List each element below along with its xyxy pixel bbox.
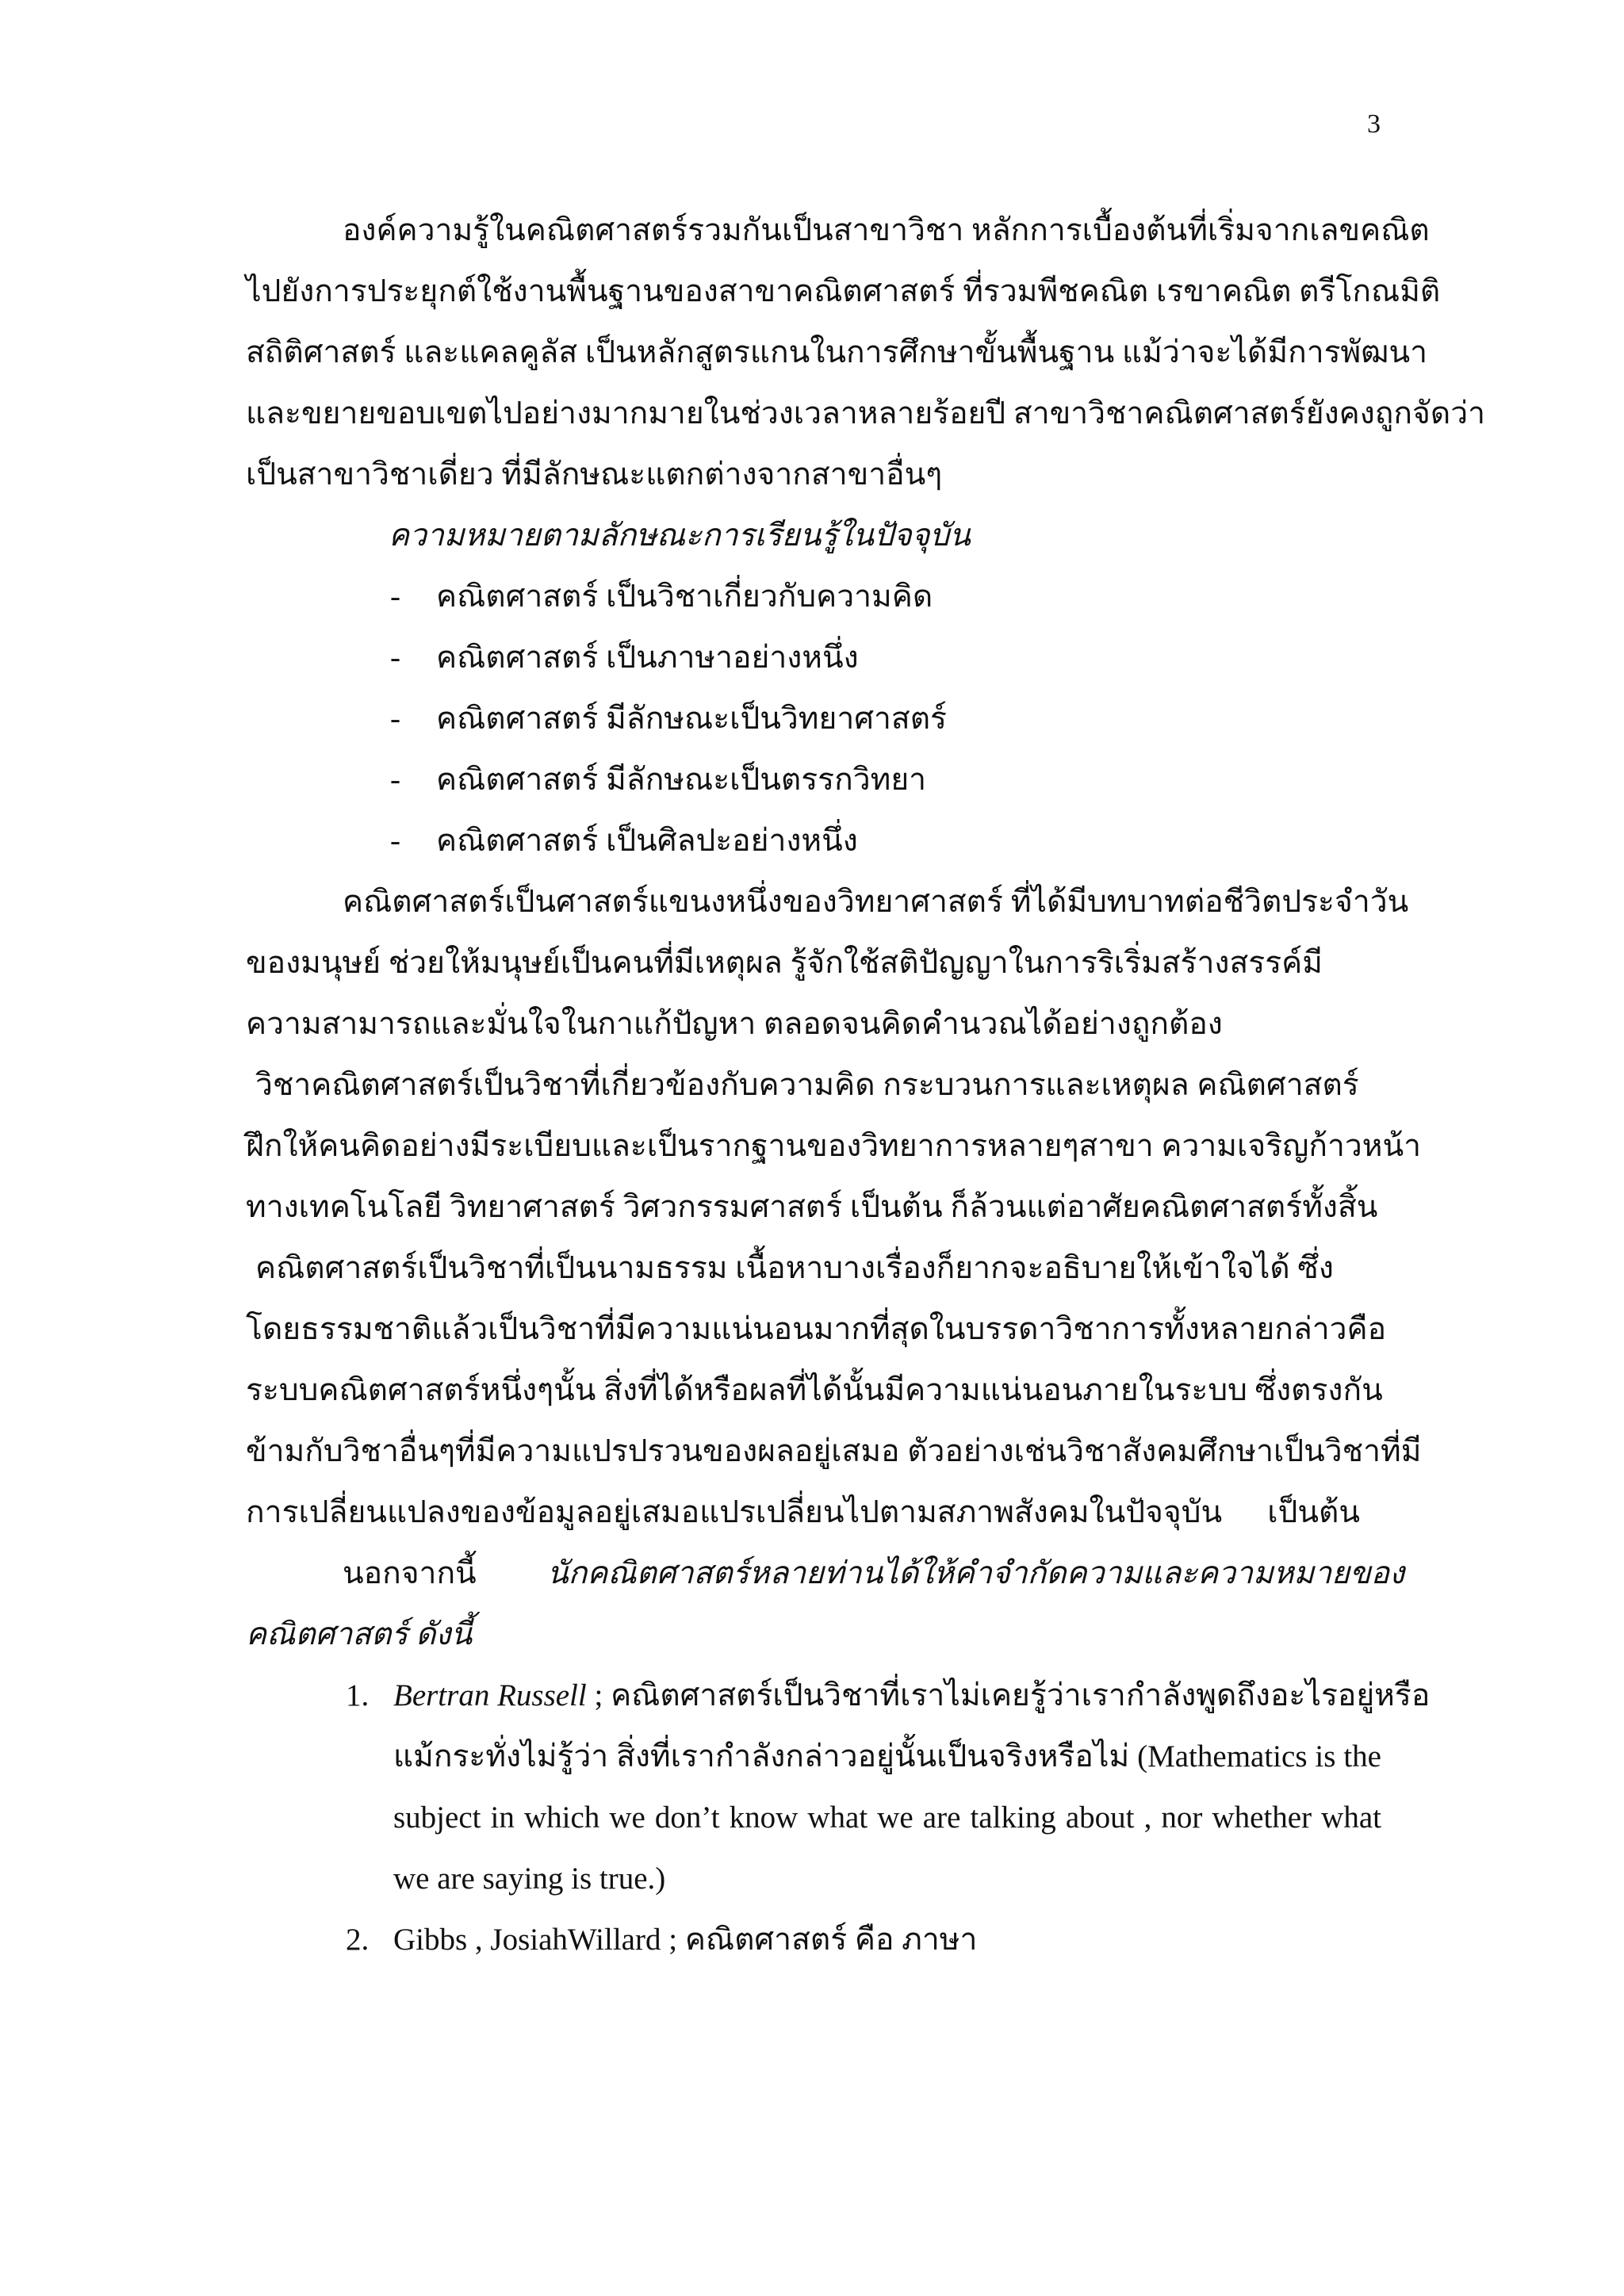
para2-line-3: ความสามารถและมั่นใจในกาแก้ปัญหา ตลอดจนคิดคำนวณได้อย่างถูกต้อง	[246, 1007, 1223, 1041]
intro-line-3: สถิติศาสตร์ และแคลคูลัส เป็นหลักสูตรแกนในการศึกษาขั้นพื้นฐาน แม้ว่าจะได้มีการพัฒนา	[246, 335, 1428, 369]
bullet-item	[390, 820, 858, 863]
bullet-item	[390, 637, 859, 679]
bullet-item	[390, 576, 933, 618]
definition-number: 2.	[346, 1923, 370, 1957]
intro-line-1: องค์ความรู้ในคณิตศาสตร์รวมกันเป็นสาขาวิชา หลักการเบื้องต้นที่เริ่มจากเลขคณิต	[343, 213, 1430, 247]
definition-1-line-1	[393, 1674, 1431, 1717]
definition-1-line-2: แม้กระทั่งไม่รู้ว่า สิ่งที่เรากำลังกล่าวอยู่นั้นเป็นจริงหรือไม่ (Mathematics is the	[393, 1739, 1381, 1774]
definition-2-line-1: Gibbs , JosiahWillard ; คณิตศาสตร์ คือ ภาษา	[393, 1923, 978, 1957]
bullet-text: คณิตศาสตร์ มีลักษณะเป็นตรรกวิทยา	[436, 763, 927, 797]
definition-1-line-4: we are saying is true.)	[393, 1862, 666, 1896]
meaning-heading: ความหมายตามลักษณะการเรียนรู้ในปัจจุบัน	[389, 519, 971, 553]
bullet-text: คณิตศาสตร์ มีลักษณะเป็นวิทยาศาสตร์	[436, 702, 947, 736]
definition-text: ; คณิตศาสตร์เป็นวิชาที่เราไม่เคยรู้ว่าเรากำลังพูดถึงอะไรอยู่หรือ	[586, 1678, 1431, 1712]
para5-italic-text: นักคณิตศาสตร์หลายท่านได้ให้คำจำกัดความและความหมายของ	[547, 1556, 1405, 1590]
bullet-text: คณิตศาสตร์ เป็นภาษาอย่างหนึ่ง	[436, 641, 859, 675]
definition-number: 1.	[346, 1678, 370, 1712]
para3-line-3: ทางเทคโนโลยี วิทยาศาสตร์ วิศวกรรมศาสตร์ เป็นต้น ก็ล้วนแต่อาศัยคณิตศาสตร์ทั้งสิ้น	[246, 1190, 1378, 1224]
para4-line-5: การเปลี่ยนแปลงของข้อมูลอยู่เสมอแปรเปลี่ยนไปตามสภาพสังคมในปัจจุบัน เป็นต้น	[246, 1495, 1360, 1529]
bullet-dash: -	[390, 702, 400, 736]
bullet-dash: -	[390, 580, 400, 614]
para2-line-1: คณิตศาสตร์เป็นศาสตร์แขนงหนึ่งของวิทยาศาสตร์ ที่ได้มีบทบาทต่อชีวิตประจำวัน	[343, 885, 1409, 919]
intro-line-4: และขยายขอบเขตไปอย่างมากมายในช่วงเวลาหลายร้อยปี สาขาวิชาคณิตศาสตร์ยังคงถูกจัดว่า	[246, 396, 1485, 430]
intro-line-2: ไปยังการประยุกต์ใช้งานพื้นฐานของสาขาคณิตศาสตร์ ที่รวมพีชคณิต เรขาคณิต ตรีโกณมิติ	[246, 274, 1441, 308]
bullet-text: คณิตศาสตร์ เป็นวิชาเกี่ยวกับความคิด	[436, 580, 933, 614]
bullet-text: คณิตศาสตร์ เป็นศิลปะอย่างหนึ่ง	[436, 824, 858, 858]
bullet-dash: -	[390, 824, 400, 858]
para4-line-4: ข้ามกับวิชาอื่นๆที่มีความแปรปรวนของผลอยู่เสมอ ตัวอย่างเช่นวิชาสังคมศึกษาเป็นวิชาที่มี	[246, 1434, 1422, 1468]
para2-line-2: ของมนุษย์ ช่วยให้มนุษย์เป็นคนที่มีเหตุผล รู้จักใช้สติปัญญาในการริเริ่มสร้างสรรค์มี	[246, 946, 1323, 980]
para5-lead: นอกจากนี้	[343, 1556, 477, 1590]
page-number: 3	[1367, 109, 1381, 139]
bullet-dash: -	[390, 763, 400, 797]
para4-line-3: ระบบคณิตศาสตร์หนึ่งๆนั้น สิ่งที่ได้หรือผลที่ได้นั้นมีความแน่นอนภายในระบบ ซึ่งตรงกัน	[246, 1373, 1383, 1407]
para4-line-1: คณิตศาสตร์เป็นวิชาที่เป็นนามธรรม เนื้อหาบางเรื่องก็ยากจะอธิบายให้เข้าใจได้ ซึ่ง	[255, 1251, 1334, 1285]
para3-line-1: วิชาคณิตศาสตร์เป็นวิชาที่เกี่ยวข้องกับความคิด กระบวนการและเหตุผล คณิตศาสตร์	[255, 1068, 1359, 1102]
para4-line-2: โดยธรรมชาติแล้วเป็นวิชาที่มีความแน่นอนมากที่สุดในบรรดาวิชาการทั้งหลายกล่าวคือ	[246, 1312, 1387, 1346]
intro-line-5: เป็นสาขาวิชาเดี่ยว ที่มีลักษณะแตกต่างจากสาขาอื่นๆ	[246, 457, 943, 492]
bullet-item	[390, 759, 926, 802]
para3-line-2: ฝึกให้คนคิดอย่างมีระเบียบและเป็นรากฐานของวิทยาการหลายๆสาขา ความเจริญก้าวหน้า	[246, 1129, 1422, 1163]
definition-author: Bertran Russell	[393, 1678, 587, 1712]
bullet-item	[390, 698, 947, 740]
para5-line-2: คณิตศาสตร์ ดังนี้	[246, 1617, 473, 1651]
bullet-dash: -	[390, 641, 400, 675]
definition-1-line-3: subject in which we don’t know what we are talking about , nor whether what	[393, 1800, 1381, 1835]
